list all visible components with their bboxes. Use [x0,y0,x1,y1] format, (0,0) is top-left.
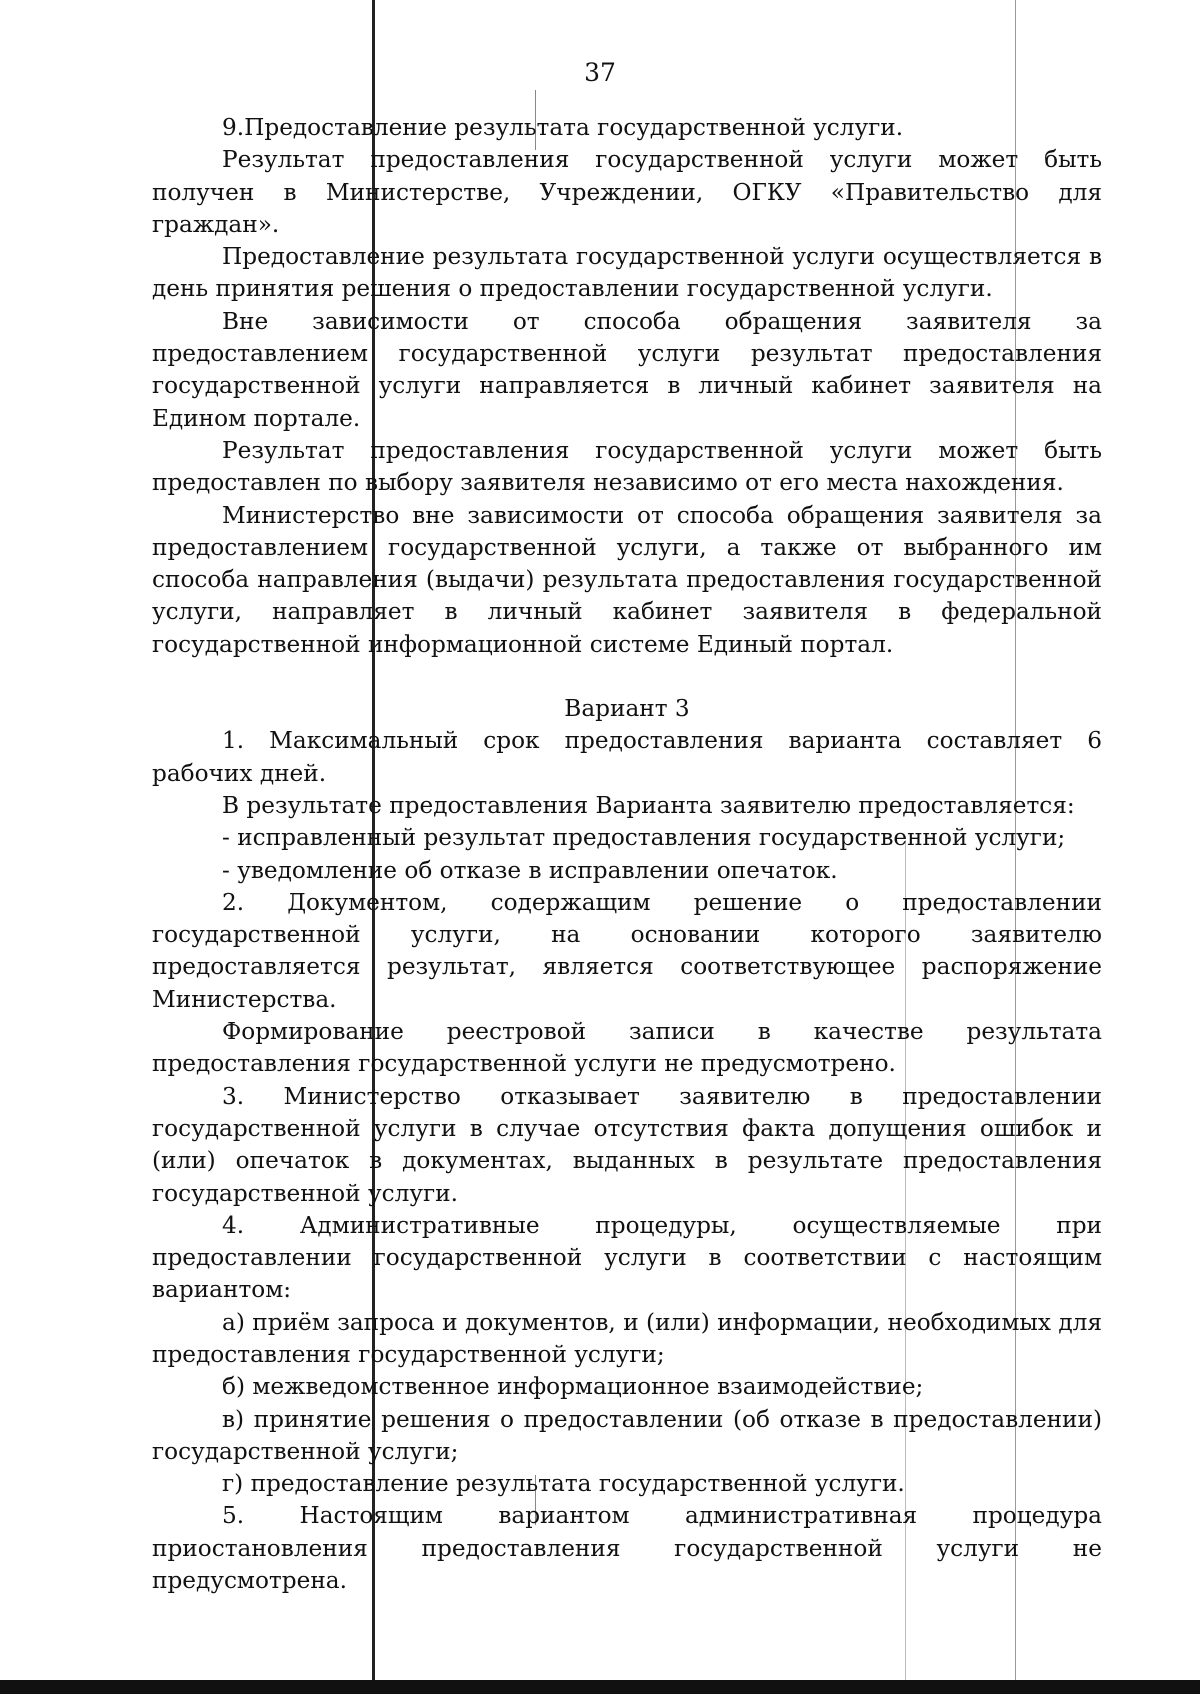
paragraph: 9.Предоставление результата государственной услуги. [222,114,904,141]
list-item: - уведомление об отказе в исправлении опечаток. [222,856,838,884]
list-item: б) межведомственное информационное взаимодействие; [222,1373,924,1401]
paragraph: В результате предоставления Варианта заявителю предоставляется: [222,791,1075,819]
paragraph: 3. Министерство отказывает заявителю в предоставлении государственной услуги в случае отсутствия факта допущения ошибок и (или) опечаток в документах, выданных в результате предоставления государственной услуги. [152,1082,1102,1207]
list-item: в) принятие решения о предоставлении (об отказе в предоставлении) государственной услуги; [152,1405,1102,1465]
page-number: 37 [584,58,616,87]
paragraph: Предоставление результата государственной услуги осуществляется в день принятия решения о предоставлении государственной услуги. [152,243,1102,303]
scan-bottom-edge [0,1680,1200,1694]
list-item: г) предоставление результата государственной услуги. [222,1470,905,1498]
paragraph: 5. Настоящим вариантом административная процедура приостановления предоставления государственной услуги не предусмотрена. [152,1502,1102,1595]
document-body [152,112,1102,1597]
paragraph: Результат предоставления государственной услуги может быть получен в Министерстве, Учреждении, ОГКУ «Правительство для граждан». [152,146,1102,238]
paragraph: Вне зависимости от способа обращения заявителя за предоставлением государственной услуги результат предоставления государственной услуги направляется в личный кабинет заявителя на Едином портале. [152,307,1102,432]
list-item: а) приём запроса и документов, и (или) информации, необходимых для предоставления государственной услуги; [152,1308,1102,1368]
paragraph: Формирование реестровой записи в качестве результата предоставления государственной услуги не предусмотрено. [152,1018,1102,1078]
paragraph: 4. Административные процедуры, осуществляемые при предоставлении государственной услуги в соответствии с настоящим вариантом: [152,1211,1102,1304]
list-item: - исправленный результат предоставления государственной услуги; [222,824,1066,852]
paragraph: Министерство вне зависимости от способа обращения заявителя за предоставлением государственной услуги, а также от выбранного им способа направления (выдачи) результата предоставления государственной услуги, направляет в личный кабинет заявителя в федеральной государственной информационной системе Единый портал. [152,501,1102,658]
paragraph: 1. Максимальный срок предоставления варианта составляет 6 рабочих дней. [152,727,1102,787]
paragraph: 2. Документом, содержащим решение о предоставлении государственной услуги, на основании которого заявителю предоставляется результат, является соответствующее распоряжение Министерства. [152,888,1102,1013]
section-heading: Вариант 3 [564,695,690,723]
paragraph: Результат предоставления государственной услуги может быть предоставлен по выбору заявителя независимо от его места нахождения. [152,436,1102,497]
